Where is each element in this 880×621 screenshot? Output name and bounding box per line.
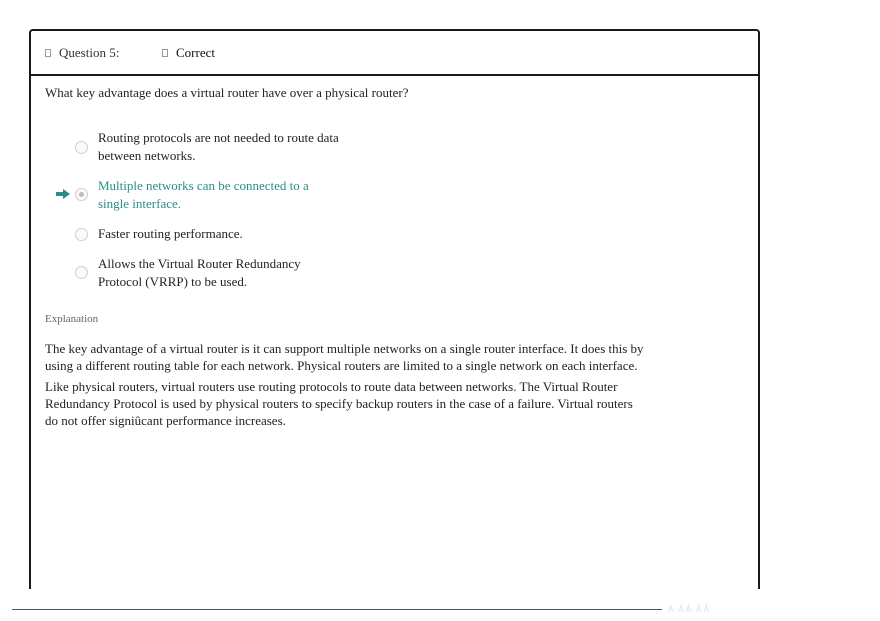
explanation-paragraph: The key advantage of a virtual router is it can support multiple networks on a single router interface. It does this by using a different routing table for each network. Physical routers are limited to a single network on each interface. <box>45 341 644 373</box>
explanation-heading: Explanation <box>45 313 99 325</box>
footer-faint-text: Â· Ã Â· Ã Ã <box>668 605 709 614</box>
status-marker-icon <box>162 49 168 57</box>
answer-option-text: Multiple networks can be connected to a single interface. <box>98 178 309 211</box>
answer-radio[interactable] <box>75 266 88 279</box>
answer-option-text: Routing protocols are not needed to route data between networks. <box>98 130 339 163</box>
result-status-label: Correct <box>176 45 215 60</box>
answer-radio[interactable] <box>75 141 88 154</box>
question-number <box>45 45 119 61</box>
explanation-paragraph: Like physical routers, virtual routers use routing protocols to route data between networks. The Virtual Router Redundancy Protocol is used by physical routers to specify backup routers in the case of a failure. Virtual routers do not offer signiûcant performance increases. <box>45 379 633 428</box>
question-marker-icon <box>45 49 51 57</box>
result-status <box>162 45 215 61</box>
selected-answer-arrow-icon <box>56 189 70 199</box>
question-text: What key advantage does a virtual router have over a physical router? <box>45 85 409 100</box>
answer-option-text: Faster routing performance. <box>98 226 243 241</box>
question-header <box>31 31 758 76</box>
explanation-body <box>45 340 645 433</box>
question-card <box>29 29 760 589</box>
footer-divider <box>12 609 662 610</box>
question-number-label: Question 5: <box>59 45 120 60</box>
answer-option-text: Allows the Virtual Router Redundancy Protocol (VRRP) to be used. <box>98 256 301 289</box>
answer-radio[interactable] <box>75 228 88 241</box>
answer-radio-selected[interactable] <box>75 188 88 201</box>
